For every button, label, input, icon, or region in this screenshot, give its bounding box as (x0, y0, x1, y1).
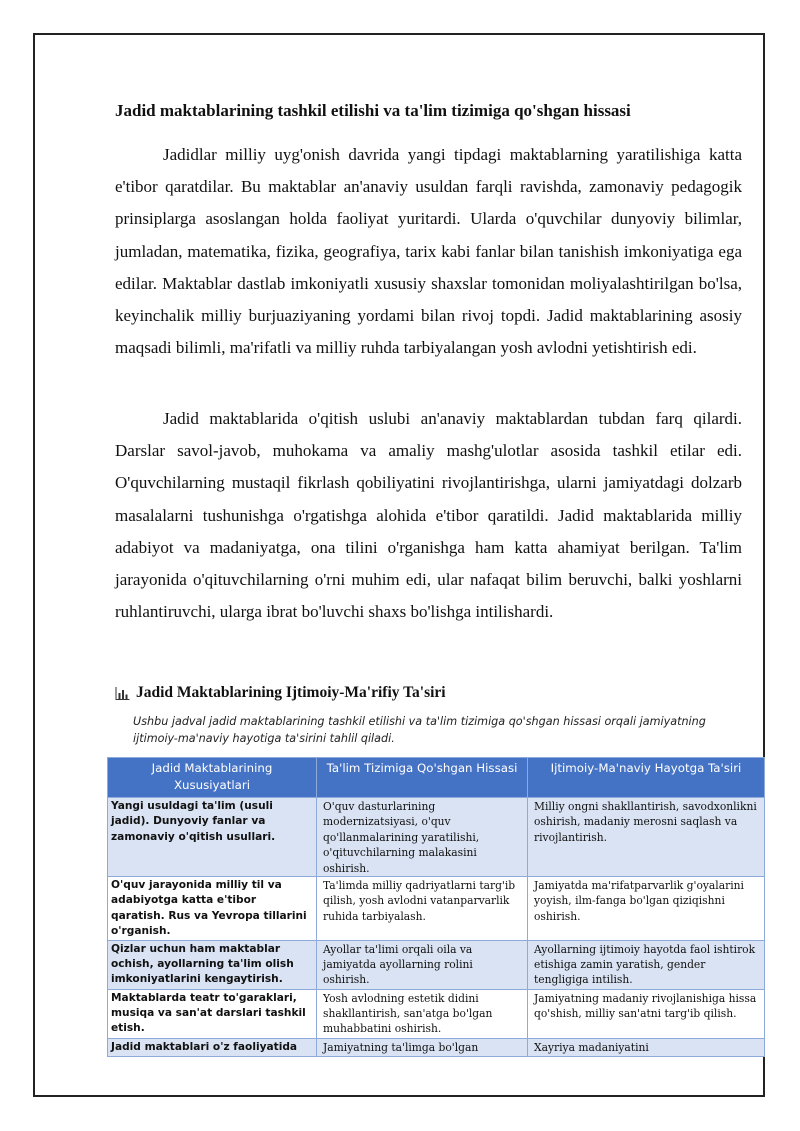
table-cell: Ta'limda milliy qadriyatlarni targ'ib qilish, yosh avlodni vatanparvarlik ruhida tarbiyalash. (317, 877, 528, 941)
table-row (108, 877, 765, 941)
table-cell: Yosh avlodning estetik didini shakllantirish, san'atga bo'lgan muhabbatini oshirish. (317, 989, 528, 1038)
document-heading: Jadid maktablarining tashkil etilishi va ta'lim tizimiga qo'shgan hissasi (115, 101, 631, 120)
table-section-title (115, 684, 446, 702)
paragraph: Jadid maktablarida o'qitish uslubi an'anaviy maktablardan tubdan farq qilardi. Darslar savol-javob, muhokama va amaliy mashg'ulotlar asosida tashkil etilar edi. O'quvchilarning mustaqil fikrlash qobiliyatini rivojlantirishga, ularni jamiyatdagi dolzarb masalalarni tushunishga o'rgatishga alohida e'tibor qaratildi. Jadid maktablarida milliy adabiyot va madaniyatga, ona tilini o'rganishga ham katta ahamiyat berilgan. Ta'lim jarayonida o'qituvchilarning o'rni muhim edi, ular nafaqat bilim beruvchi, balki yoshlarni ruhlantiruvchi, ularga ibrat bo'luvchi shaxs bo'lishga intilishardi. (115, 409, 742, 622)
table-row (108, 940, 765, 989)
table-cell: Milliy ongni shakllantirish, savodxonlikni oshirish, madaniy merosni saqlash va rivojlantirish. (528, 798, 765, 877)
table-cell: Xayriya madaniyatini (528, 1038, 765, 1056)
table-row (108, 798, 765, 877)
section-title-text: Jadid Maktablarining Ijtimoiy-Ma'rifiy Ta'siri (136, 684, 446, 701)
table-cell: Ayollarning ijtimoiy hayotda faol ishtirok etishiga zamin yaratish, gender tengligiga intilish. (528, 940, 765, 989)
table-row (108, 1038, 765, 1056)
header-cell: Ta'lim Tizimiga Qo'shgan Hissasi (317, 758, 528, 798)
table-cell: Maktablarda teatr to'garaklari, musiqa va san'at darslari tashkil etish. (108, 989, 317, 1038)
table-header-row (108, 758, 765, 798)
table-cell: Jamiyatda ma'rifatparvarlik g'oyalarini yoyish, ilm-fanga bo'lgan qiziqishni oshirish. (528, 877, 765, 941)
table-cell: Jamiyatning ta'limga bo'lgan (317, 1038, 528, 1056)
table-cell: Jamiyatning madaniy rivojlanishiga hissa qo'shish, milliy san'atni targ'ib qilish. (528, 989, 765, 1038)
header-cell: Jadid Maktablarining Xususiyatlari (108, 758, 317, 798)
impact-table (107, 757, 765, 1057)
table-cell: O'quv dasturlarining modernizatsiyasi, o'quv qo'llanmalarining yaratilishi, o'qituvchilarning malakasini oshirish. (317, 798, 528, 877)
table-cell: Jadid maktablari o'z faoliyatida (108, 1038, 317, 1056)
table-cell: O'quv jarayonida milliy til va adabiyotga katta e'tibor qaratish. Rus va Yevropa tillarini o'rganish. (108, 877, 317, 941)
table-caption: Ushbu jadval jadid maktablarining tashkil etilishi va ta'lim tizimiga qo'shgan hissasi orqali jamiyatning ijtimoiy-ma'naviy hayotiga ta'sirini tahlil qiladi. (133, 715, 706, 745)
paragraph: Jadidlar milliy uyg'onish davrida yangi tipdagi maktablarning yaratilishiga katta e'tibor qaratdilar. Bu maktablar an'anaviy usuldan farqli ravishda, zamonaviy pedagogik prinsiplarga asoslangan holda faoliyat yuritardi. Ularda o'quvchilar dunyoviy bilimlar, jumladan, matematika, fizika, geografiya, tarix kabi fanlar bilan tanishish imkoniyatiga ega edilar. Maktablar dastlab imkoniyatli xususiy shaxslar tomonidan moliyalashtirilgan bo'lsa, keyinchalik milliy burjuaziyaning yordami bilan rivoj topdi. Jadid maktablarining asosiy maqsadi bilimli, ma'rifatli va milliy ruhda tarbiyalangan yosh avlodni yetishtirish edi. (115, 145, 742, 358)
header-cell: Ijtimoiy-Ma'naviy Hayotga Ta'siri (528, 758, 765, 798)
bar-chart-icon (115, 687, 130, 700)
table-cell: Yangi usuldagi ta'lim (usuli jadid). Dunyoviy fanlar va zamonaviy o'qitish usullari. (108, 798, 317, 877)
table-row (108, 989, 765, 1038)
table-cell: Qizlar uchun ham maktablar ochish, ayollarning ta'lim olish imkoniyatlarini kengaytirish. (108, 940, 317, 989)
table-cell: Ayollar ta'limi orqali oila va jamiyatda ayollarning rolini oshirish. (317, 940, 528, 989)
